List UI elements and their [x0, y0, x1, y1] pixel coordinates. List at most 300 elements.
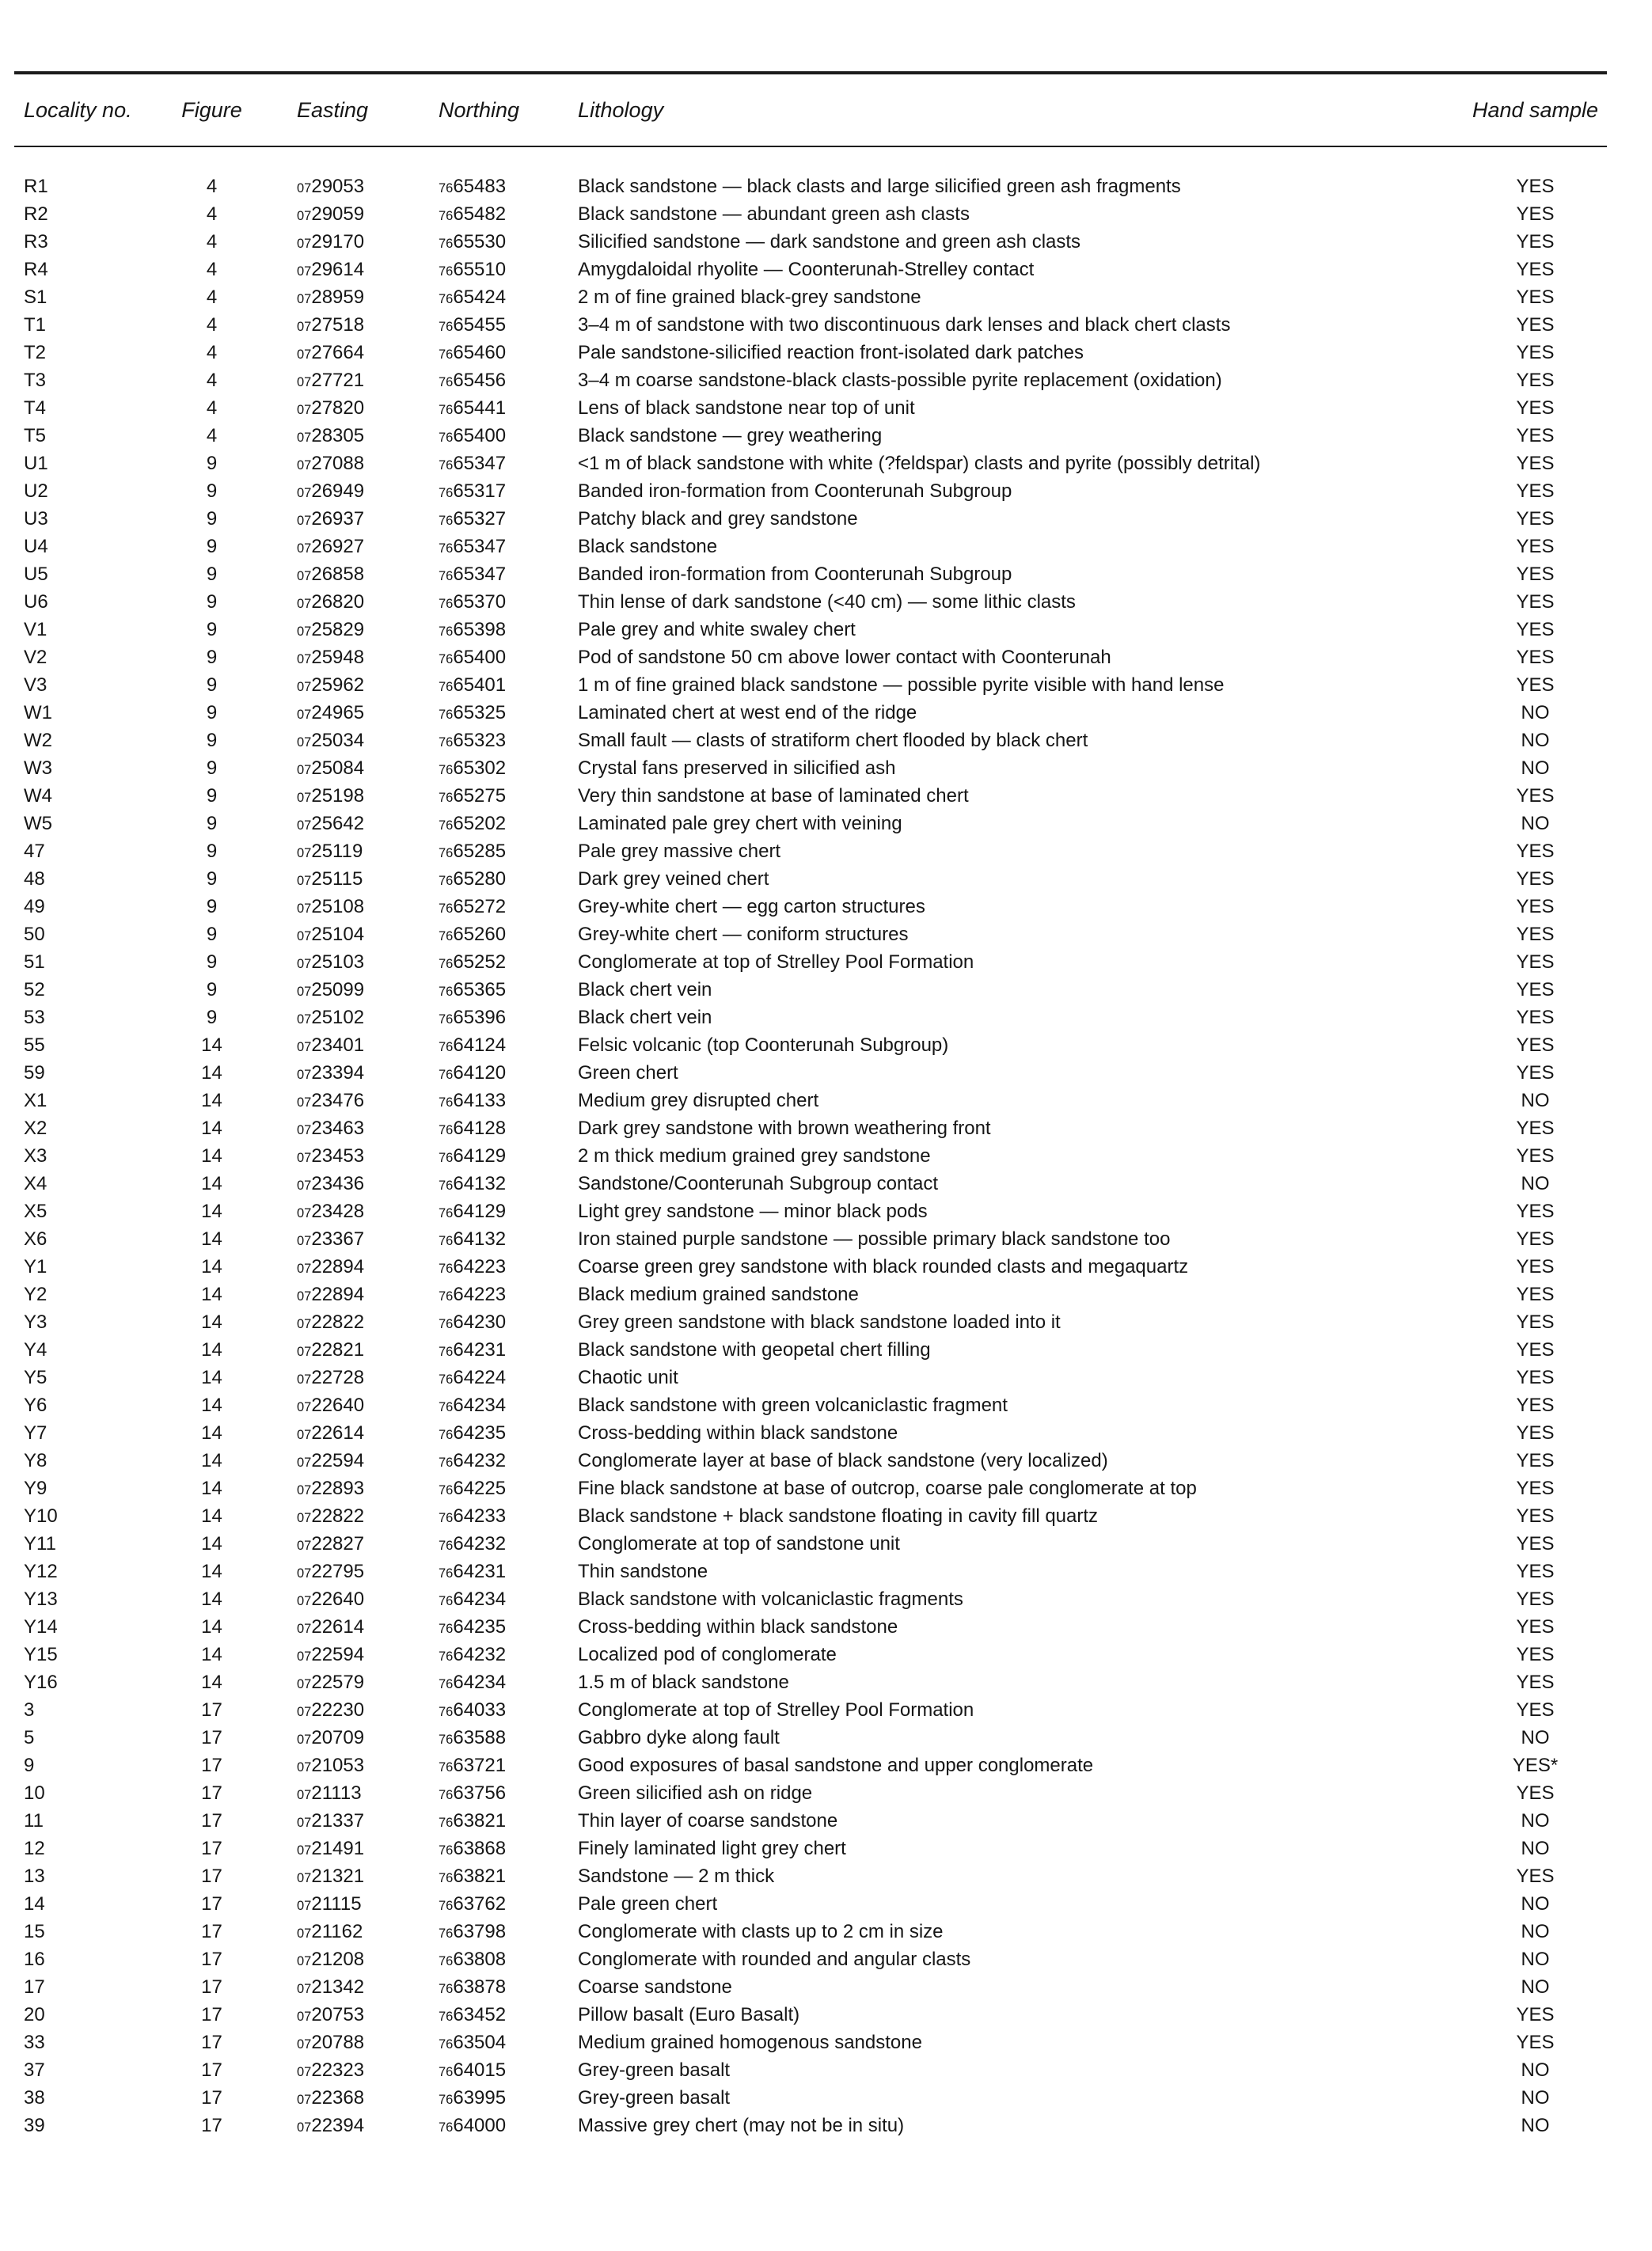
easting-zone-prefix: 07: [297, 1676, 312, 1691]
northing-cell: [392, 1616, 531, 1638]
northing-zone-prefix: 76: [439, 1095, 454, 1110]
table-row: [14, 948, 1607, 976]
easting-value: 21342: [311, 1976, 365, 1998]
northing-zone-prefix: 76: [439, 735, 454, 750]
easting-zone-prefix: 07: [297, 735, 312, 750]
easting-cell: [253, 425, 392, 447]
northing-cell: [392, 1062, 531, 1084]
hand-sample-cell: YES: [1516, 590, 1555, 613]
easting-value: 22822: [311, 1311, 365, 1333]
hand-sample-cell: YES: [1516, 286, 1555, 308]
northing-value: 65317: [453, 480, 507, 502]
locality-cell: W5: [24, 812, 52, 834]
easting-cell: [253, 1145, 392, 1167]
lithology-cell: 2 m thick medium grained grey sandstone: [578, 1144, 931, 1167]
table-row: [14, 2001, 1607, 2029]
lithology-cell: Silicified sandstone — dark sandstone and green ash clasts: [578, 230, 1081, 252]
easting-cell: [253, 1090, 392, 1112]
easting-zone-prefix: 07: [297, 1012, 312, 1027]
easting-cell: [253, 841, 392, 863]
easting-cell: [253, 1644, 392, 1666]
northing-cell: [392, 564, 531, 586]
lithology-cell: Small fault — clasts of stratiform chert flooded by black chert: [578, 729, 1088, 751]
easting-value: 25084: [311, 757, 365, 779]
locality-cell: R4: [24, 258, 48, 280]
easting-cell: [253, 785, 392, 807]
easting-zone-prefix: 07: [297, 236, 312, 251]
northing-value: 65325: [453, 701, 507, 723]
easting-zone-prefix: 07: [297, 180, 312, 195]
northing-cell: [392, 370, 531, 392]
locality-cell: 53: [24, 1006, 45, 1028]
northing-cell: [392, 1976, 531, 1999]
lithology-cell: <1 m of black sandstone with white (?feldspar) clasts and pyrite (possibly detrital): [578, 452, 1261, 474]
table-row: [14, 1087, 1607, 1114]
hand-sample-cell: YES: [1516, 369, 1555, 391]
lithology-cell: Laminated pale grey chert with veining: [578, 812, 902, 834]
locality-cell: W3: [24, 757, 52, 779]
figure-cell: 17: [201, 1920, 222, 1942]
easting-zone-prefix: 07: [297, 928, 312, 943]
lithology-cell: Pillow basalt (Euro Basalt): [578, 2003, 800, 2025]
northing-value: 65280: [453, 867, 507, 890]
northing-value: 64133: [453, 1089, 507, 1111]
easting-cell: [253, 1838, 392, 1860]
northing-value: 63995: [453, 2086, 507, 2109]
northing-value: 65401: [453, 674, 507, 696]
hand-sample-cell: YES: [1516, 1560, 1555, 1582]
locality-cell: X2: [24, 1117, 47, 1139]
easting-value: 26949: [311, 480, 365, 502]
table-row: [14, 893, 1607, 921]
northing-zone-prefix: 76: [439, 956, 454, 971]
easting-value: 22394: [311, 2114, 365, 2136]
easting-cell: [253, 896, 392, 918]
lithology-cell: Pod of sandstone 50 cm above lower contact with Coonterunah: [578, 646, 1111, 668]
northing-zone-prefix: 76: [439, 873, 454, 888]
northing-zone-prefix: 76: [439, 1843, 454, 1858]
easting-value: 21115: [311, 1892, 362, 1915]
northing-zone-prefix: 76: [439, 1482, 454, 1498]
easting-cell: [253, 951, 392, 974]
figure-cell: 17: [201, 2086, 222, 2109]
northing-zone-prefix: 76: [439, 1566, 454, 1581]
easting-zone-prefix: 07: [297, 1233, 312, 1248]
northing-cell: [392, 536, 531, 558]
northing-cell: [392, 425, 531, 447]
locality-cell: 5: [24, 1726, 35, 1748]
lithology-cell: Conglomerate at top of sandstone unit: [578, 1532, 900, 1554]
easting-zone-prefix: 07: [297, 1399, 312, 1414]
lithology-cell: Felsic volcanic (top Coonterunah Subgroup): [578, 1034, 949, 1056]
easting-cell: [253, 1755, 392, 1777]
figure-cell: 17: [201, 1837, 222, 1859]
easting-value: 28959: [311, 286, 365, 308]
northing-value: 64235: [453, 1615, 507, 1638]
lithology-cell: 3–4 m of sandstone with two discontinuous dark lenses and black chert clasts: [578, 313, 1231, 336]
figure-cell: 17: [201, 1892, 222, 1915]
table-row: [14, 616, 1607, 643]
figure-cell: 9: [206, 646, 218, 668]
easting-value: 24965: [311, 701, 365, 723]
easting-cell: [253, 2087, 392, 2109]
northing-zone-prefix: 76: [439, 568, 454, 583]
figure-cell: 14: [201, 1228, 222, 1250]
easting-zone-prefix: 07: [297, 541, 312, 556]
lithology-cell: Laminated chert at west end of the ridge: [578, 701, 917, 723]
northing-value: 64128: [453, 1117, 507, 1139]
easting-value: 22323: [311, 2059, 365, 2081]
table-row: [14, 1336, 1607, 1364]
figure-cell: 4: [206, 286, 218, 308]
northing-value: 63721: [453, 1754, 507, 1776]
locality-cell: 14: [24, 1892, 45, 1915]
figure-cell: 14: [201, 1588, 222, 1610]
table-row: [14, 228, 1607, 256]
hand-sample-cell: NO: [1521, 701, 1550, 723]
locality-cell: U3: [24, 507, 48, 530]
table-row: [14, 976, 1607, 1004]
easting-value: 27721: [311, 369, 365, 391]
northing-zone-prefix: 76: [439, 1538, 454, 1553]
northing-cell: [392, 951, 531, 974]
northing-zone-prefix: 76: [439, 1039, 454, 1054]
figure-cell: 4: [206, 341, 218, 363]
figure-cell: 9: [206, 563, 218, 585]
hand-sample-cell: YES: [1516, 1588, 1555, 1610]
easting-zone-prefix: 07: [297, 1566, 312, 1581]
locality-cell: 39: [24, 2114, 45, 2136]
easting-cell: [253, 508, 392, 530]
locality-cell: R1: [24, 175, 48, 197]
figure-cell: 4: [206, 175, 218, 197]
table-row: [14, 865, 1607, 893]
easting-zone-prefix: 07: [297, 1482, 312, 1498]
locality-cell: W4: [24, 784, 52, 807]
hand-sample-cell: NO: [1521, 1837, 1550, 1859]
locality-cell: 17: [24, 1976, 45, 1998]
figure-cell: 17: [201, 2114, 222, 2136]
figure-cell: 14: [201, 1505, 222, 1527]
northing-value: 65202: [453, 812, 507, 834]
easting-value: 25102: [311, 1006, 365, 1028]
easting-zone-prefix: 07: [297, 707, 312, 722]
hand-sample-cell: YES: [1516, 175, 1555, 197]
hand-sample-cell: NO: [1521, 1172, 1550, 1194]
northing-cell: [392, 2004, 531, 2026]
figure-cell: 14: [201, 1532, 222, 1554]
locality-cell: Y15: [24, 1643, 58, 1665]
locality-cell: 50: [24, 923, 45, 945]
northing-zone-prefix: 76: [439, 430, 454, 445]
lithology-cell: Gabbro dyke along fault: [578, 1726, 780, 1748]
northing-zone-prefix: 76: [439, 1815, 454, 1830]
northing-value: 65347: [453, 563, 507, 585]
easting-value: 22894: [311, 1255, 365, 1277]
table-row: [14, 1752, 1607, 1779]
easting-zone-prefix: 07: [297, 1316, 312, 1331]
northing-cell: [392, 1256, 531, 1278]
easting-zone-prefix: 07: [297, 596, 312, 611]
easting-value: 26820: [311, 590, 365, 613]
northing-zone-prefix: 76: [439, 1150, 454, 1165]
easting-zone-prefix: 07: [297, 1815, 312, 1830]
northing-cell: [392, 619, 531, 641]
figure-cell: 4: [206, 369, 218, 391]
easting-zone-prefix: 07: [297, 1649, 312, 1664]
northing-value: 65260: [453, 923, 507, 945]
table-row: [14, 1918, 1607, 1945]
table-row: [14, 477, 1607, 505]
northing-value: 64015: [453, 2059, 507, 2081]
easting-cell: [253, 1561, 392, 1583]
figure-cell: 14: [201, 1671, 222, 1693]
northing-value: 65252: [453, 951, 507, 973]
easting-value: 23367: [311, 1228, 365, 1250]
northing-value: 64232: [453, 1449, 507, 1471]
easting-value: 29614: [311, 258, 365, 280]
northing-cell: [392, 1007, 531, 1029]
lithology-cell: Black sandstone with volcaniclastic fragments: [578, 1588, 963, 1610]
easting-cell: [253, 702, 392, 724]
table-row: [14, 1059, 1607, 1087]
northing-value: 65510: [453, 258, 507, 280]
northing-value: 64234: [453, 1671, 507, 1693]
easting-cell: [253, 1339, 392, 1361]
figure-cell: 9: [206, 452, 218, 474]
figure-cell: 9: [206, 895, 218, 917]
table-row: [14, 1724, 1607, 1752]
northing-cell: [392, 397, 531, 419]
easting-value: 21321: [311, 1865, 365, 1887]
northing-zone-prefix: 76: [439, 1898, 454, 1913]
figure-cell: 14: [201, 1144, 222, 1167]
hand-sample-cell: NO: [1521, 729, 1550, 751]
easting-value: 25198: [311, 784, 365, 807]
hand-sample-cell: YES: [1516, 951, 1555, 973]
hand-sample-cell: YES: [1516, 1615, 1555, 1638]
locality-cell: 33: [24, 2031, 45, 2053]
lithology-cell: Dark grey veined chert: [578, 867, 769, 890]
hand-sample-cell: YES: [1516, 1144, 1555, 1167]
northing-value: 64124: [453, 1034, 507, 1056]
lithology-cell: Green silicified ash on ridge: [578, 1782, 813, 1804]
table-row: [14, 1641, 1607, 1668]
table-row: [14, 699, 1607, 727]
hand-sample-cell: NO: [1521, 1809, 1550, 1832]
hand-sample-cell: YES: [1516, 424, 1555, 446]
hand-sample-cell: NO: [1521, 1948, 1550, 1970]
easting-value: 23463: [311, 1117, 365, 1139]
figure-cell: 17: [201, 1782, 222, 1804]
northing-zone-prefix: 76: [439, 1372, 454, 1387]
northing-value: 65302: [453, 757, 507, 779]
figure-cell: 14: [201, 1643, 222, 1665]
northing-zone-prefix: 76: [439, 1732, 454, 1747]
hand-sample-cell: YES: [1516, 1505, 1555, 1527]
locality-cell: 51: [24, 951, 45, 973]
easting-value: 29059: [311, 203, 365, 225]
hand-sample-cell: YES: [1516, 1422, 1555, 1444]
northing-cell: [392, 176, 531, 198]
easting-cell: [253, 1505, 392, 1528]
northing-cell: [392, 647, 531, 669]
lithology-cell: Conglomerate at top of Strelley Pool Formation: [578, 1699, 974, 1721]
easting-cell: [253, 342, 392, 364]
table-row: [14, 1973, 1607, 2001]
table-row: [14, 1281, 1607, 1308]
figure-cell: 14: [201, 1449, 222, 1471]
lithology-cell: Thin sandstone: [578, 1560, 708, 1582]
northing-cell: [392, 1727, 531, 1749]
locality-cell: X5: [24, 1200, 47, 1222]
table-row: [14, 1530, 1607, 1558]
easting-zone-prefix: 07: [297, 1510, 312, 1525]
table-row: [14, 283, 1607, 311]
easting-zone-prefix: 07: [297, 264, 312, 279]
table-header-row: [14, 74, 1607, 146]
figure-cell: 14: [201, 1560, 222, 1582]
easting-zone-prefix: 07: [297, 1427, 312, 1442]
northing-cell: [392, 1118, 531, 1140]
northing-zone-prefix: 76: [439, 2009, 454, 2024]
northing-zone-prefix: 76: [439, 1676, 454, 1691]
northing-value: 65424: [453, 286, 507, 308]
northing-cell: [392, 591, 531, 613]
easting-zone-prefix: 07: [297, 1953, 312, 1968]
figure-cell: 17: [201, 2059, 222, 2081]
easting-cell: [253, 1921, 392, 1943]
easting-cell: [253, 1727, 392, 1749]
lithology-cell: Sandstone/Coonterunah Subgroup contact: [578, 1172, 939, 1194]
table-row: [14, 1308, 1607, 1336]
figure-cell: 9: [206, 784, 218, 807]
easting-value: 27820: [311, 397, 365, 419]
locality-cell: U4: [24, 535, 48, 557]
hand-sample-cell: YES: [1516, 1477, 1555, 1499]
hand-sample-cell: YES: [1516, 1671, 1555, 1693]
locality-cell: Y2: [24, 1283, 47, 1305]
northing-value: 65530: [453, 230, 507, 252]
table-row: [14, 560, 1607, 588]
easting-value: 22594: [311, 1643, 365, 1665]
northing-value: 65275: [453, 784, 507, 807]
easting-cell: [253, 203, 392, 226]
figure-cell: 9: [206, 812, 218, 834]
easting-zone-prefix: 07: [297, 1039, 312, 1054]
locality-cell: X1: [24, 1089, 47, 1111]
easting-value: 23476: [311, 1089, 365, 1111]
locality-cell: W1: [24, 701, 52, 723]
table-row: [14, 200, 1607, 228]
easting-value: 22640: [311, 1588, 365, 1610]
northing-cell: [392, 1699, 531, 1721]
locality-cell: Y9: [24, 1477, 47, 1499]
easting-zone-prefix: 07: [297, 1704, 312, 1719]
northing-zone-prefix: 76: [439, 457, 454, 473]
easting-zone-prefix: 07: [297, 568, 312, 583]
easting-zone-prefix: 07: [297, 1372, 312, 1387]
hand-sample-cell: YES: [1516, 2031, 1555, 2053]
hand-sample-cell: YES: [1516, 1338, 1555, 1361]
figure-cell: 14: [201, 1172, 222, 1194]
easting-zone-prefix: 07: [297, 2037, 312, 2052]
easting-cell: [253, 176, 392, 198]
figure-cell: 9: [206, 923, 218, 945]
easting-zone-prefix: 07: [297, 2064, 312, 2079]
easting-value: 23401: [311, 1034, 365, 1056]
locality-cell: X3: [24, 1144, 47, 1167]
table-row: [14, 921, 1607, 948]
table-row: [14, 1862, 1607, 1890]
northing-cell: [392, 508, 531, 530]
figure-cell: 14: [201, 1255, 222, 1277]
northing-value: 65483: [453, 175, 507, 197]
northing-cell: [392, 1644, 531, 1666]
hand-sample-cell: YES: [1516, 1532, 1555, 1554]
lithology-cell: Banded iron-formation from Coonterunah Subgroup: [578, 563, 1012, 585]
easting-value: 22822: [311, 1505, 365, 1527]
northing-cell: [392, 231, 531, 253]
table-row: [14, 1114, 1607, 1142]
northing-zone-prefix: 76: [439, 1233, 454, 1248]
easting-value: 21208: [311, 1948, 365, 1970]
lithology-cell: Black sandstone + black sandstone floating in cavity fill quartz: [578, 1505, 1099, 1527]
northing-cell: [392, 2059, 531, 2082]
northing-cell: [392, 1173, 531, 1195]
easting-value: 25119: [311, 840, 363, 862]
easting-cell: [253, 757, 392, 780]
northing-zone-prefix: 76: [439, 513, 454, 528]
locality-cell: S1: [24, 286, 47, 308]
northing-value: 64230: [453, 1311, 507, 1333]
easting-zone-prefix: 07: [297, 402, 312, 417]
figure-cell: 9: [206, 674, 218, 696]
northing-cell: [392, 480, 531, 503]
northing-zone-prefix: 76: [439, 1178, 454, 1193]
northing-zone-prefix: 76: [439, 901, 454, 916]
easting-value: 25103: [311, 951, 365, 973]
figure-cell: 17: [201, 1699, 222, 1721]
northing-zone-prefix: 76: [439, 1926, 454, 1941]
easting-value: 22894: [311, 1283, 365, 1305]
easting-zone-prefix: 07: [297, 818, 312, 833]
northing-cell: [392, 2087, 531, 2109]
figure-cell: 14: [201, 1338, 222, 1361]
figure-cell: 17: [201, 1948, 222, 1970]
lithology-cell: Thin lense of dark sandstone (<40 cm) — some lithic clasts: [578, 590, 1076, 613]
table-row: [14, 1613, 1607, 1641]
northing-cell: [392, 1949, 531, 1971]
easting-zone-prefix: 07: [297, 624, 312, 639]
lithology-cell: Lens of black sandstone near top of unit: [578, 397, 915, 419]
locality-cell: Y3: [24, 1311, 47, 1333]
figure-cell: 17: [201, 2003, 222, 2025]
table-row: [14, 1945, 1607, 1973]
northing-value: 65456: [453, 369, 507, 391]
locality-cell: 13: [24, 1865, 45, 1887]
locality-cell: Y7: [24, 1422, 47, 1444]
northing-zone-prefix: 76: [439, 374, 454, 389]
easting-value: 22728: [311, 1366, 365, 1388]
easting-value: 22368: [311, 2086, 365, 2109]
figure-cell: 4: [206, 230, 218, 252]
easting-zone-prefix: 07: [297, 374, 312, 389]
hand-sample-cell: NO: [1521, 2059, 1550, 2081]
lithology-cell: 2 m of fine grained black-grey sandstone: [578, 286, 921, 308]
locality-cell: 20: [24, 2003, 45, 2025]
easting-cell: [253, 1866, 392, 1888]
